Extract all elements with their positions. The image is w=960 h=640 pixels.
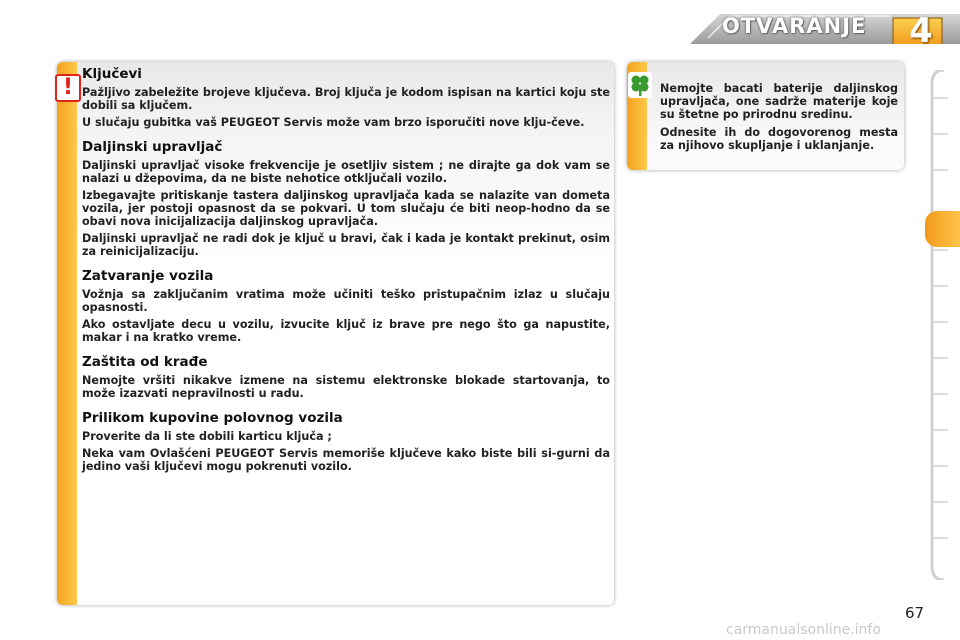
section-heading: Daljinski upravljač [82,139,223,155]
paragraph: Nemojte vršiti nikakve izmene na sistemu elektronske blokade startovanja, to može izazvati nepravilnosti u radu. [82,374,610,400]
clover-icon [628,72,652,98]
paragraph: Nemojte bacati baterije daljinskog upravljača, one sadrže materije koje su štetne po prirodnu sredinu. [660,82,898,121]
paragraph: Daljinski upravljač ne radi dok je ključ u bravi, čak i kada je kontakt prekinut, osim za reinicijalizaciju. [82,232,610,258]
paragraph: Izbegavajte pritiskanje tastera daljinskog upravljača kada se nalazite van dometa vozila, jer postoji opasnost da se pokvari. U tom slučaju će biti neop-hodno da se obavi nova inicijalizacija daljinskog upravljača. [82,189,610,228]
eco-content [660,82,898,157]
paragraph: Proverite da li ste dobili karticu ključa ; [82,430,332,443]
active-chapter-tab[interactable] [925,211,960,247]
chapter-number: 4 [909,11,933,51]
watermark: carmanualsonline.info [726,622,881,638]
paragraph: Odnesite ih do dogovorenog mesta za njihovo skupljanje i uklanjanje. [660,126,898,152]
section-daljinski-upravljac [82,139,610,258]
paragraph: Pažljivo zabeležite brojeve ključeva. Broj ključa je kodom ispisan na kartici koju ste dobili sa ključem. [82,86,610,112]
section-heading: Prilikom kupovine polovnog vozila [82,410,343,426]
section-heading: Ključevi [82,66,142,82]
chapter-title: OTVARANJE [722,14,867,38]
section-zastita-od-krade [82,354,610,400]
card-accent-stripe [57,62,77,605]
chapter-side-tabs [928,70,960,580]
main-content [82,66,610,483]
section-kljucevi [82,66,610,129]
page-number: 67 [905,604,925,622]
warning-icon: ! [55,74,81,102]
paragraph: U slučaju gubitka vaš PEUGEOT Servis može vam brzo isporučiti nove klju-čeve. [82,116,585,129]
section-heading: Zatvaranje vozila [82,268,214,284]
section-polovno-vozilo [82,410,610,473]
paragraph: Ako ostavljate decu u vozilu, izvucite ključ iz brave pre nego što ga napustite, makar i na kratko vreme. [82,318,610,344]
paragraph: Vožnja sa zaključanim vratima može učiniti teško pristupačnim izlaz u slučaju opasnosti. [82,288,610,314]
section-zatvaranje-vozila [82,268,610,344]
paragraph: Daljinski upravljač visoke frekvencije je osetljiv sistem ; ne dirajte ga dok vam se nalazi u džepovima, da ne biste nehotice otključali vozilo. [82,159,610,185]
section-heading: Zaštita od krađe [82,354,208,370]
paragraph: Neka vam Ovlašćeni PEUGEOT Servis memoriše ključeve kako biste bili si-gurni da jedino vaši ključevi mogu pokrenuti vozilo. [82,447,610,473]
